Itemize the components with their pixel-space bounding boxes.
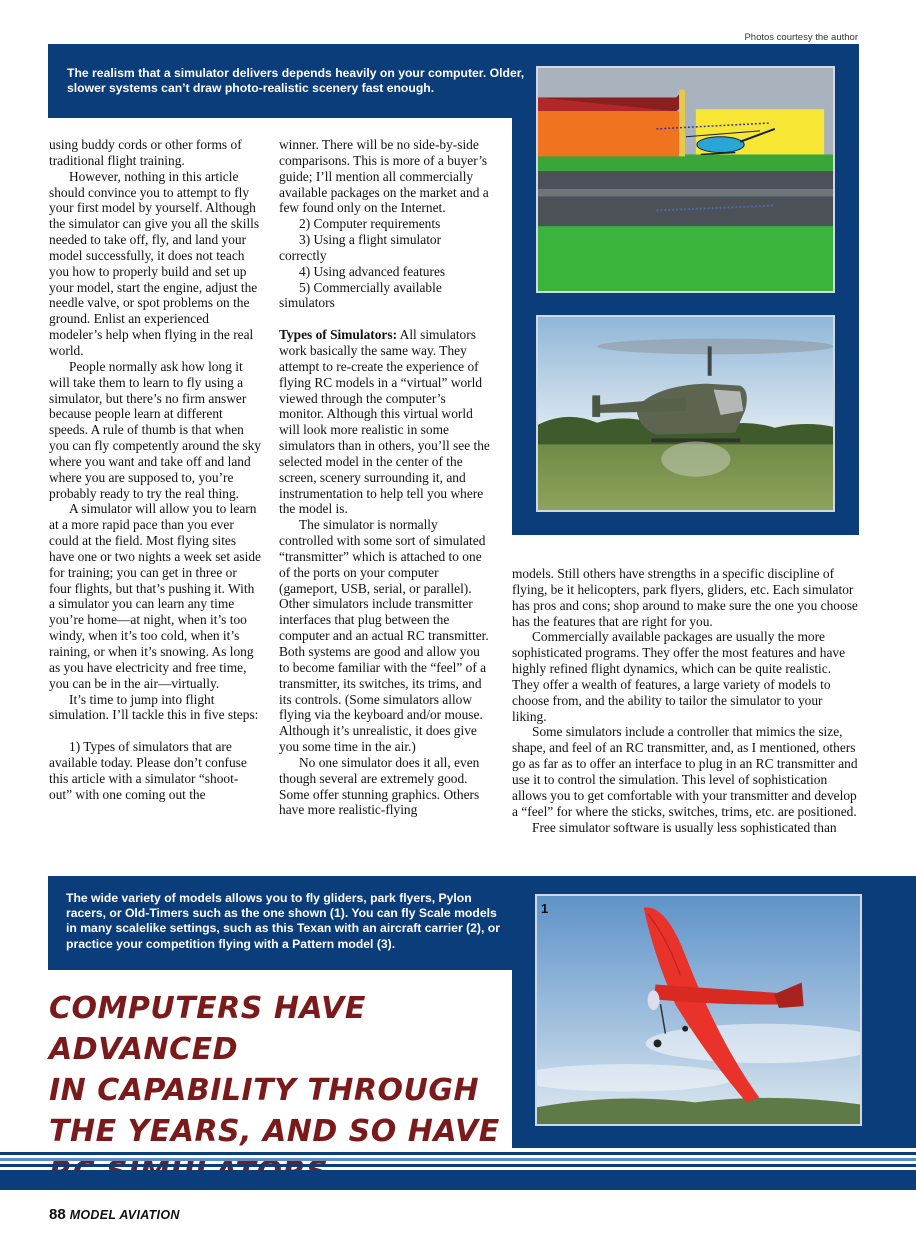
text-column-2 bbox=[279, 137, 491, 818]
stripe bbox=[0, 1152, 916, 1155]
list-item: 2) Computer requirements bbox=[299, 216, 441, 232]
paragraph: 1) Types of simulators that are available today. Please don’t confuse this article with a simulator “shoot-out” with one coming out the bbox=[49, 739, 247, 802]
page-folio bbox=[49, 1206, 180, 1223]
photo-number: 1 bbox=[541, 901, 549, 916]
paragraph: People normally ask how long it will take them to learn to fly using a simulator, but there’s no firm answer because people learn at different speeds. A rule of thumb is that when you can fly competently around the sky where you want and take off and land where you are supposed to, you’re probably ready to try the real thing. bbox=[49, 358, 261, 501]
section-text: All simulators work basically the same way. They attempt to re-create the experience of flying RC models in a “virtual” world viewed through the computer’s monitor. Although this virtual world will look more realistic in some simulators than in others, you’ll see the selected model in the center of the screen, scenery surrounding it, and instrumentation to help tell you where the model is. bbox=[279, 327, 490, 517]
paragraph: models. Still others have strengths in a specific discipline of flying, be it helicopters, park flyers, gliders, etc. Each simulator has pros and cons; shop around to make sure the one you choose has the features that are right for you. bbox=[512, 566, 858, 629]
decorative-stripes bbox=[0, 1152, 916, 1192]
list-item: 3) Using a flight simulator correctly bbox=[279, 232, 442, 263]
section-heading: Types of Simulators: bbox=[279, 327, 398, 343]
helicopter-scene-graphic bbox=[538, 317, 833, 510]
section-paragraph bbox=[279, 327, 491, 517]
paragraph: using buddy cords or other forms of traditional flight training. bbox=[49, 137, 242, 168]
paragraph: Free simulator software is usually less sophisticated than bbox=[532, 819, 837, 835]
paragraph: However, nothing in this article should convince you to attempt to fly your first model by yourself. Although the simulator can give you all the skills needed to take off, fly, and land your model successfully, it does not teach you how to properly build and set up your model, start the engine, adjust the needle valve, or spot problems on the ground. Enlist an experienced modeler’s help when flying in the real world. bbox=[49, 168, 260, 358]
oldtimer-model-photo bbox=[535, 894, 862, 1126]
paragraph: Commercially available packages are usually the more sophisticated programs. They offer the most features and have highly refined flight dynamics, which can be quite realistic. They offer a wealth of features, a large variety of models to choose from, and the ability to tailor the simulator to your liking. bbox=[512, 629, 846, 724]
magazine-name: MODEL AVIATION bbox=[69, 1208, 180, 1222]
stripe bbox=[0, 1158, 916, 1161]
oldtimer-scene-graphic bbox=[537, 896, 860, 1124]
simulator-hangar-photo bbox=[536, 66, 835, 293]
paragraph: Some simulators include a controller that mimics the size, shape, and feel of an RC transmitter, and, as I mentioned, others go as far as to offer an interface to plug in an RC transmitter and use it to control the simulation. This level of sophistication allows you to get comfortable with your transmitter and develop a “feel” for where the sticks, switches, trims, etc. are positioned. bbox=[512, 724, 858, 819]
list-item: 4) Using advanced features bbox=[299, 263, 446, 279]
paragraph: No one simulator does it all, even though several are extremely good. Some offer stunning graphics. Others have more realistic-flying bbox=[279, 754, 480, 818]
pull-quote-line: COMPUTERS HAVE ADVANCED bbox=[49, 991, 366, 1067]
photo-credit: Photos courtesy the author bbox=[744, 32, 858, 43]
hangar-scene-graphic bbox=[538, 68, 833, 291]
stripe bbox=[0, 1170, 916, 1190]
pull-quote-line: IN CAPABILITY THROUGH bbox=[49, 1073, 480, 1108]
paragraph: winner. There will be no side-by-side comparisons. This is more of a buyer’s guide; I’ll mention all commercially available packages on the market and a few found only on the Internet. bbox=[279, 137, 489, 216]
paragraph: The simulator is normally controlled with some sort of simulated “transmitter” which is attached to one of the ports on your computer (gameport, USB, serial, or parallel). Other simulators include transmitter interfaces that plug between the computer and an actual RC transmitter. Both systems are good and allow you to become familiar with the “feel” of a transmitter, its switches, its trims, and its controls. (Some simulators allow flying via the keyboard and/or mouse. Although it’s unrealistic, it does give you some time in the air.) bbox=[279, 517, 489, 755]
bottom-caption: The wide variety of models allows you to fly gliders, park flyers, Pylon racers, or Old-Timers such as the one shown (1). You can fly Scale models in many scalelike settings, such as this Texan with an aircraft carrier (2), or practice your competition flying with a Pattern model (3). bbox=[66, 891, 500, 951]
simulator-helicopter-photo bbox=[536, 315, 835, 512]
page-number: 88 bbox=[49, 1206, 66, 1223]
pull-quote-line: THE YEARS, AND SO HAVE bbox=[49, 1114, 500, 1149]
text-column-1 bbox=[49, 137, 261, 802]
stripe bbox=[0, 1164, 916, 1167]
paragraph: A simulator will allow you to learn at a more rapid pace than you ever could at the field. Most flying sites have one or two nights a week set aside for training; you can get in three or four flights, but that’s pushing it. With a simulator you can learn any time you’re home—at night, when it’s too windy, when it’s too cold, when it’s raining, or when it’s snowing. As long as you have electricity and free time, you can be in the air—virtually. bbox=[49, 501, 261, 691]
top-caption: The realism that a simulator delivers depends heavily on your computer. Older, slower systems can’t draw photo-realistic scenery fast enough. bbox=[67, 66, 525, 95]
list-item: 5) Commercially available simulators bbox=[279, 279, 442, 311]
paragraph: It’s time to jump into flight simulation. I’ll tackle this in five steps: bbox=[49, 691, 259, 723]
text-column-3 bbox=[512, 566, 860, 835]
